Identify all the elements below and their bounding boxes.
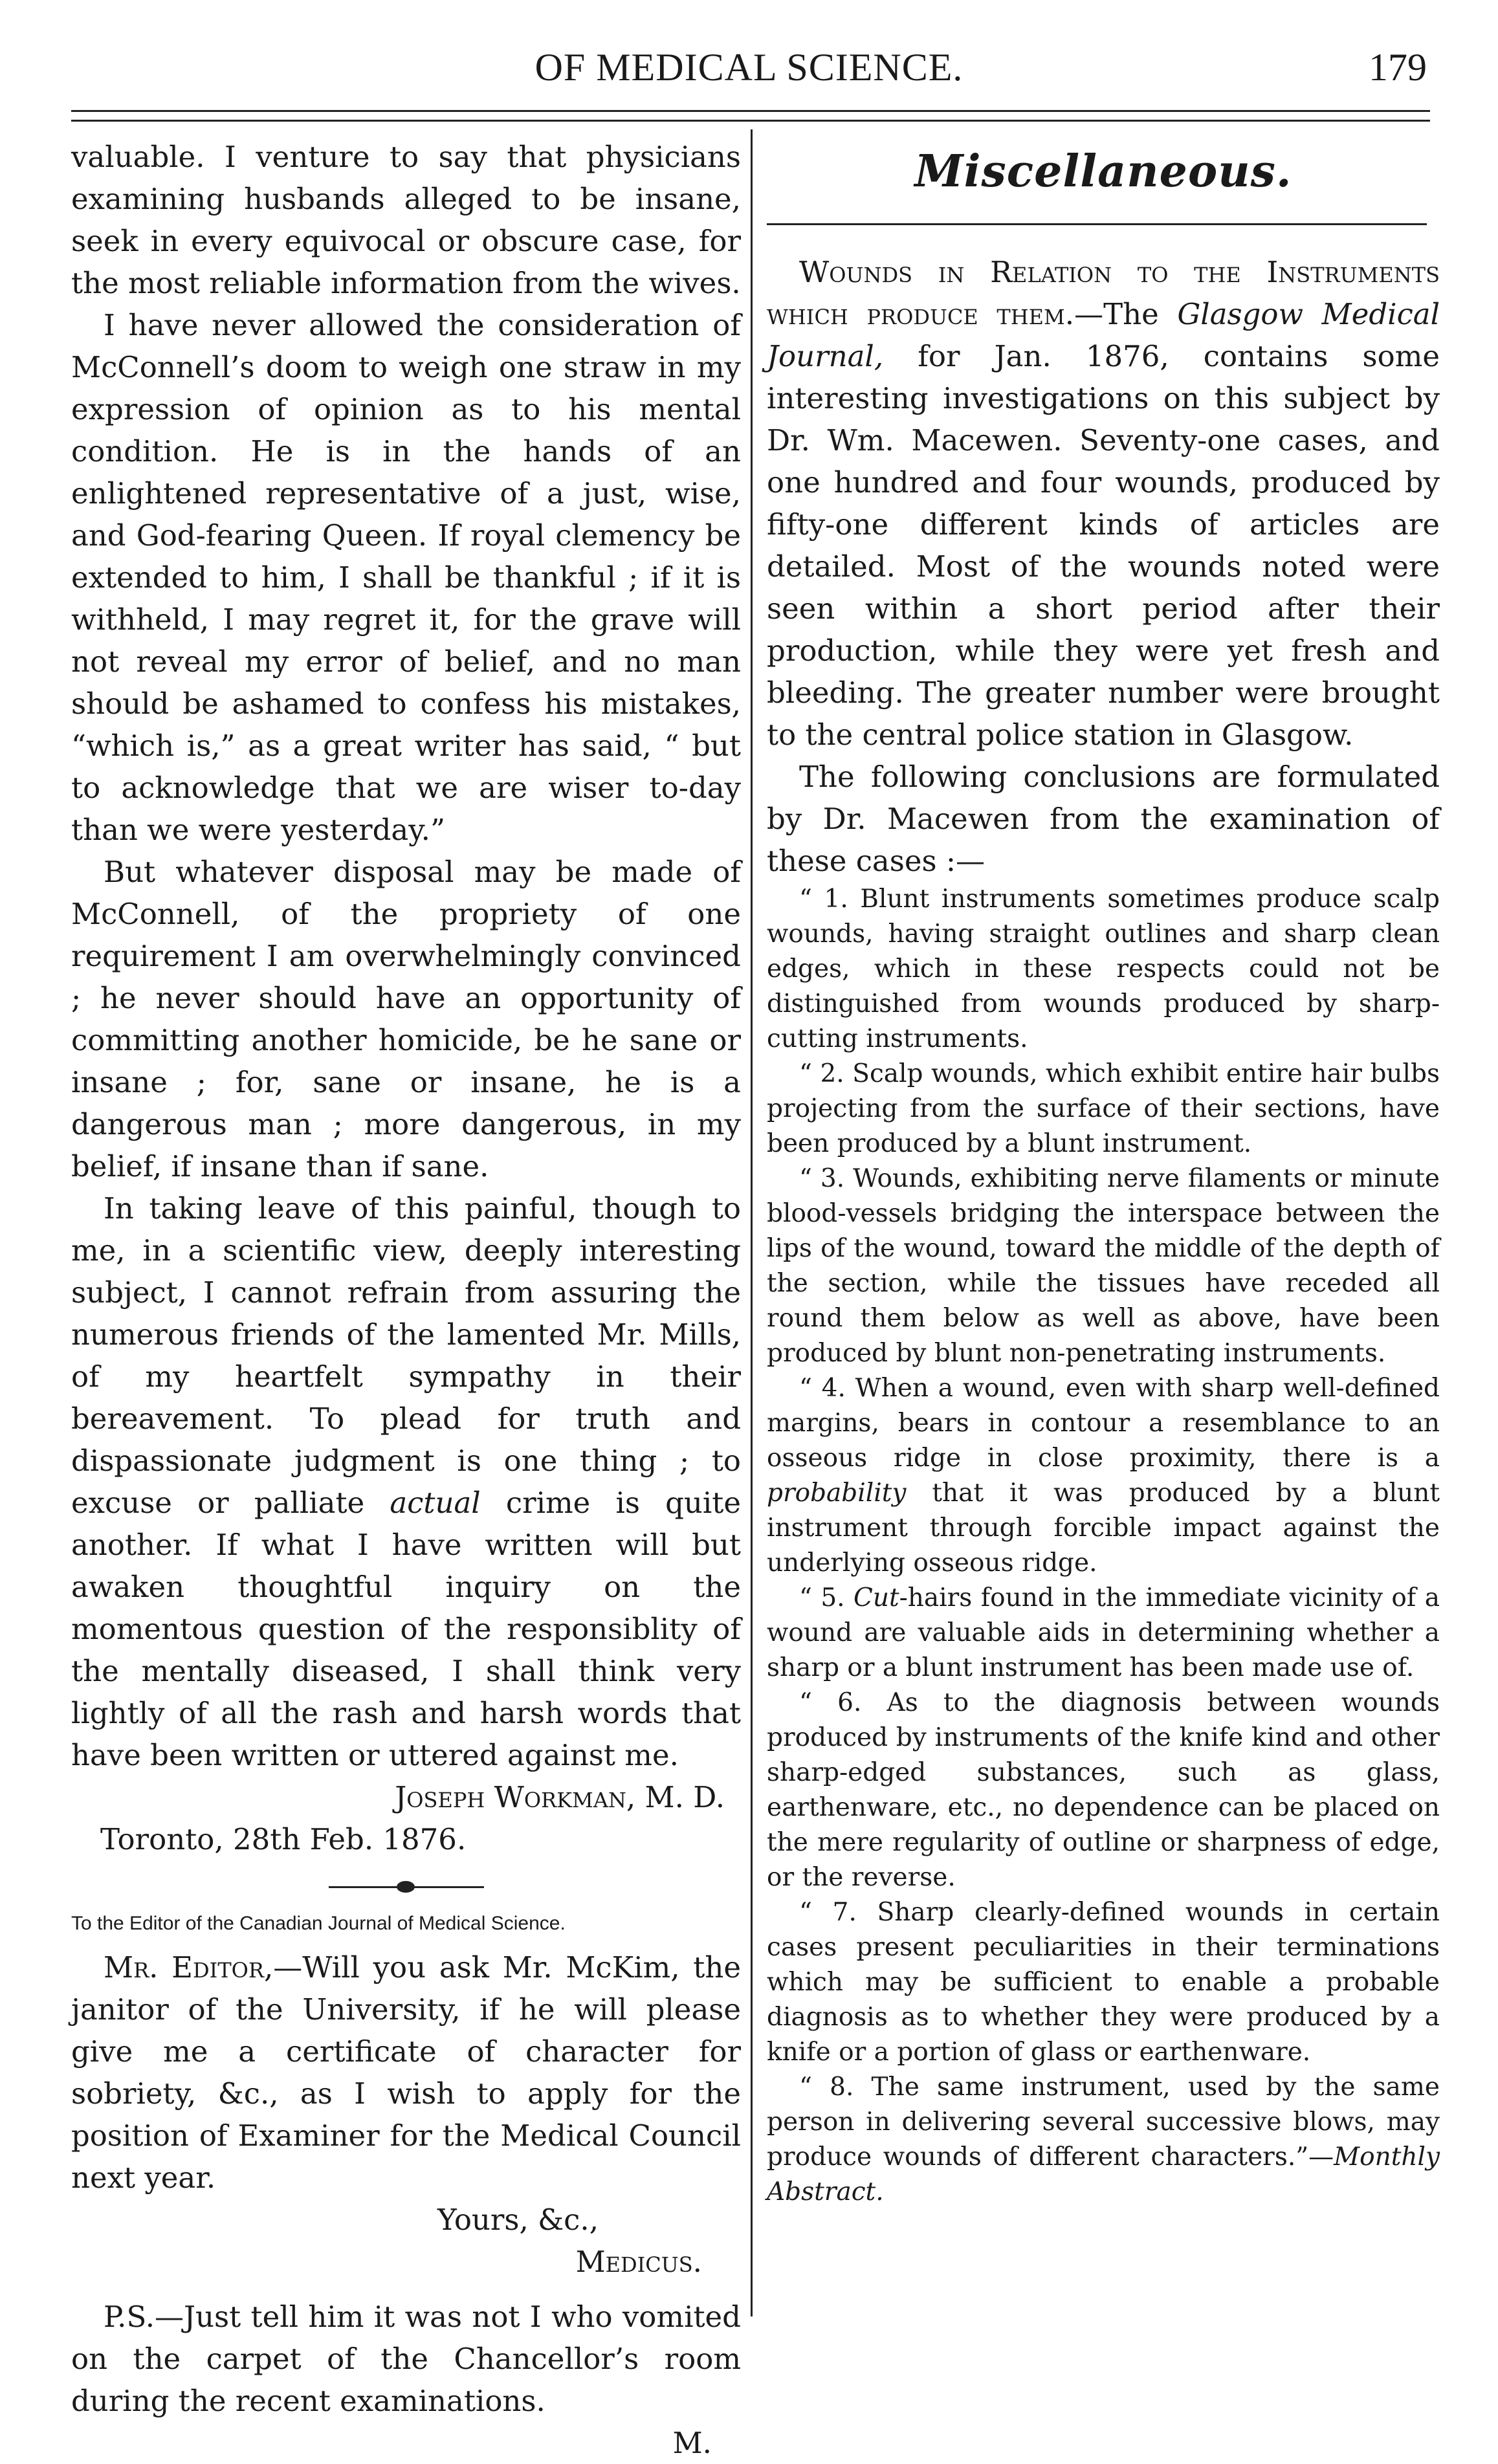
letter-signature: Medicus. [575, 2245, 702, 2279]
right-column [767, 136, 1440, 2210]
heading-rule [767, 223, 1427, 225]
paragraph: Mr. Editor,—Will you ask Mr. McKim, the janitor of the University, if he will please give me a certificate of character for sobriety, &c., as I wish to apply for the position of Examiner for the Medical Council next year. [71, 1950, 741, 2195]
list-item: “ 7. Sharp clearly-defined wounds in certain cases present peculiarities in their terminations which may be sufficient to enable a probable diagnosis as to whether they were produced by a knife or a portion of glass or earthenware. [767, 1898, 1440, 2067]
letter-heading: To the Editor of the Canadian Journal of Medical Science. [71, 1913, 566, 1934]
letter-closing: Yours, &c., [437, 2203, 599, 2237]
list-item: “ 6. As to the diagnosis between wounds produced by instruments of the knife kind and other sharp-edged substances, such as glass, earthenware, etc., no dependence can be placed on the mere regularity of outline or sharpness of edge, or the reverse. [767, 1688, 1440, 1892]
list-item: “ 2. Scalp wounds, which exhibit entire hair bulbs projecting from the surface of their sections, have been produced by a blunt instrument. [767, 1059, 1440, 1158]
signature-name: Joseph Workman, M. D. [395, 1780, 725, 1814]
paragraph: But whatever disposal may be made of McConnell, of the propriety of one requirement I am overwhelmingly convinced ; he never should have an opportunity of committing another homicide, be he sane or insane ; for, sane or insane, he is a dangerous man ; more dangerous, in my belief, if insane than if sane. [71, 855, 741, 1183]
list-item: “ 4. When a wound, even with sharp well-defined margins, bears in contour a resemblance to an osseous ridge in close proximity, there is a probability that it was produced by a blunt instrument through forcible impact against the underlying osseous ridge. [767, 1374, 1440, 1578]
paragraph: The following conclusions are formulated by Dr. Macewen from the examination of these cases :— [767, 760, 1440, 878]
running-header: OF MEDICAL SCIENCE. [534, 46, 964, 89]
page-number: 179 [1369, 46, 1427, 89]
list-item: “ 3. Wounds, exhibiting nerve filaments or minute blood-vessels bridging the interspace between the lips of the wound, toward the middle of the depth of the section, while the tissues have receded all round them below as well as above, have been produced by blunt non-penetrating instruments. [767, 1164, 1440, 1368]
list-item: “ 1. Blunt instruments sometimes produce scalp wounds, having straight outlines and sharp clean edges, which in these respects could not be distinguished from wounds produced by sharp-cutting instruments. [767, 885, 1440, 1053]
postscript-signature: M. [672, 2426, 712, 2460]
signature-place: Toronto, 28th Feb. 1876. [100, 1822, 467, 1856]
header-rule [71, 110, 1430, 122]
left-column [71, 136, 741, 2464]
postscript: P.S.—Just tell him it was not I who vomited on the carpet of the Chancellor’s room during the recent examinations. [71, 2300, 741, 2418]
paragraph: I have never allowed the consideration of McConnell’s doom to weigh one straw in my expression of opinion as to his mental condition. He is in the hands of an enlightened representative of a just, wise, and God-fearing Queen. If royal clemency be extended to him, I shall be thankful ; if it is withheld, I may regret it, for the grave will not reveal my error of belief, and no man should be ashamed to confess his mistakes, “which is,” as a great writer has said, “ but to acknowledge that we are wiser to-day than we were yesterday.” [71, 308, 741, 847]
paragraph: valuable. I venture to say that physicians examining husbands alleged to be insane, seek in every equivocal or obscure case, for the most reliable information from the wives. [71, 140, 741, 300]
section-heading: Miscellaneous. [914, 146, 1292, 197]
paragraph: Wounds in Relation to the Instruments which produce them.—The Glasgow Medical Journal, for Jan. 1876, contains some interesting investigations on this subject by Dr. Wm. Macewen. Seventy-one cases, and one hundred and four wounds, produced by fifty-one different kinds of articles are detailed. Most of the wounds noted were seen within a short period after their production, while they were yet fresh and bleeding. The greater number were brought to the central police station in Glasgow. [767, 255, 1440, 752]
paragraph: In taking leave of this painful, though to me, in a scientific view, deeply interesting subject, I cannot refrain from assuring the numerous friends of the lamented Mr. Mills, of my heartfelt sympathy in their bereavement. To plead for truth and dispassionate judgment is one thing ; to excuse or palliate actual crime is quite another. If what I have written will but awaken thoughtful inquiry on the momentous question of the responsiblity of the mentally diseased, I shall think very lightly of all the rash and harsh words that have been written or uttered against me. [71, 1191, 741, 1772]
list-item: “ 8. The same instrument, used by the same person in delivering several successive blows, may produce wounds of different characters.”—Monthly Abstract. [767, 2073, 1440, 2206]
list-item: “ 5. Cut-hairs found in the immediate vicinity of a wound are valuable aids in determining whether a sharp or a blunt instrument has been made use of. [767, 1583, 1440, 1682]
column-divider [751, 129, 753, 2316]
section-ornament [329, 1886, 484, 1888]
